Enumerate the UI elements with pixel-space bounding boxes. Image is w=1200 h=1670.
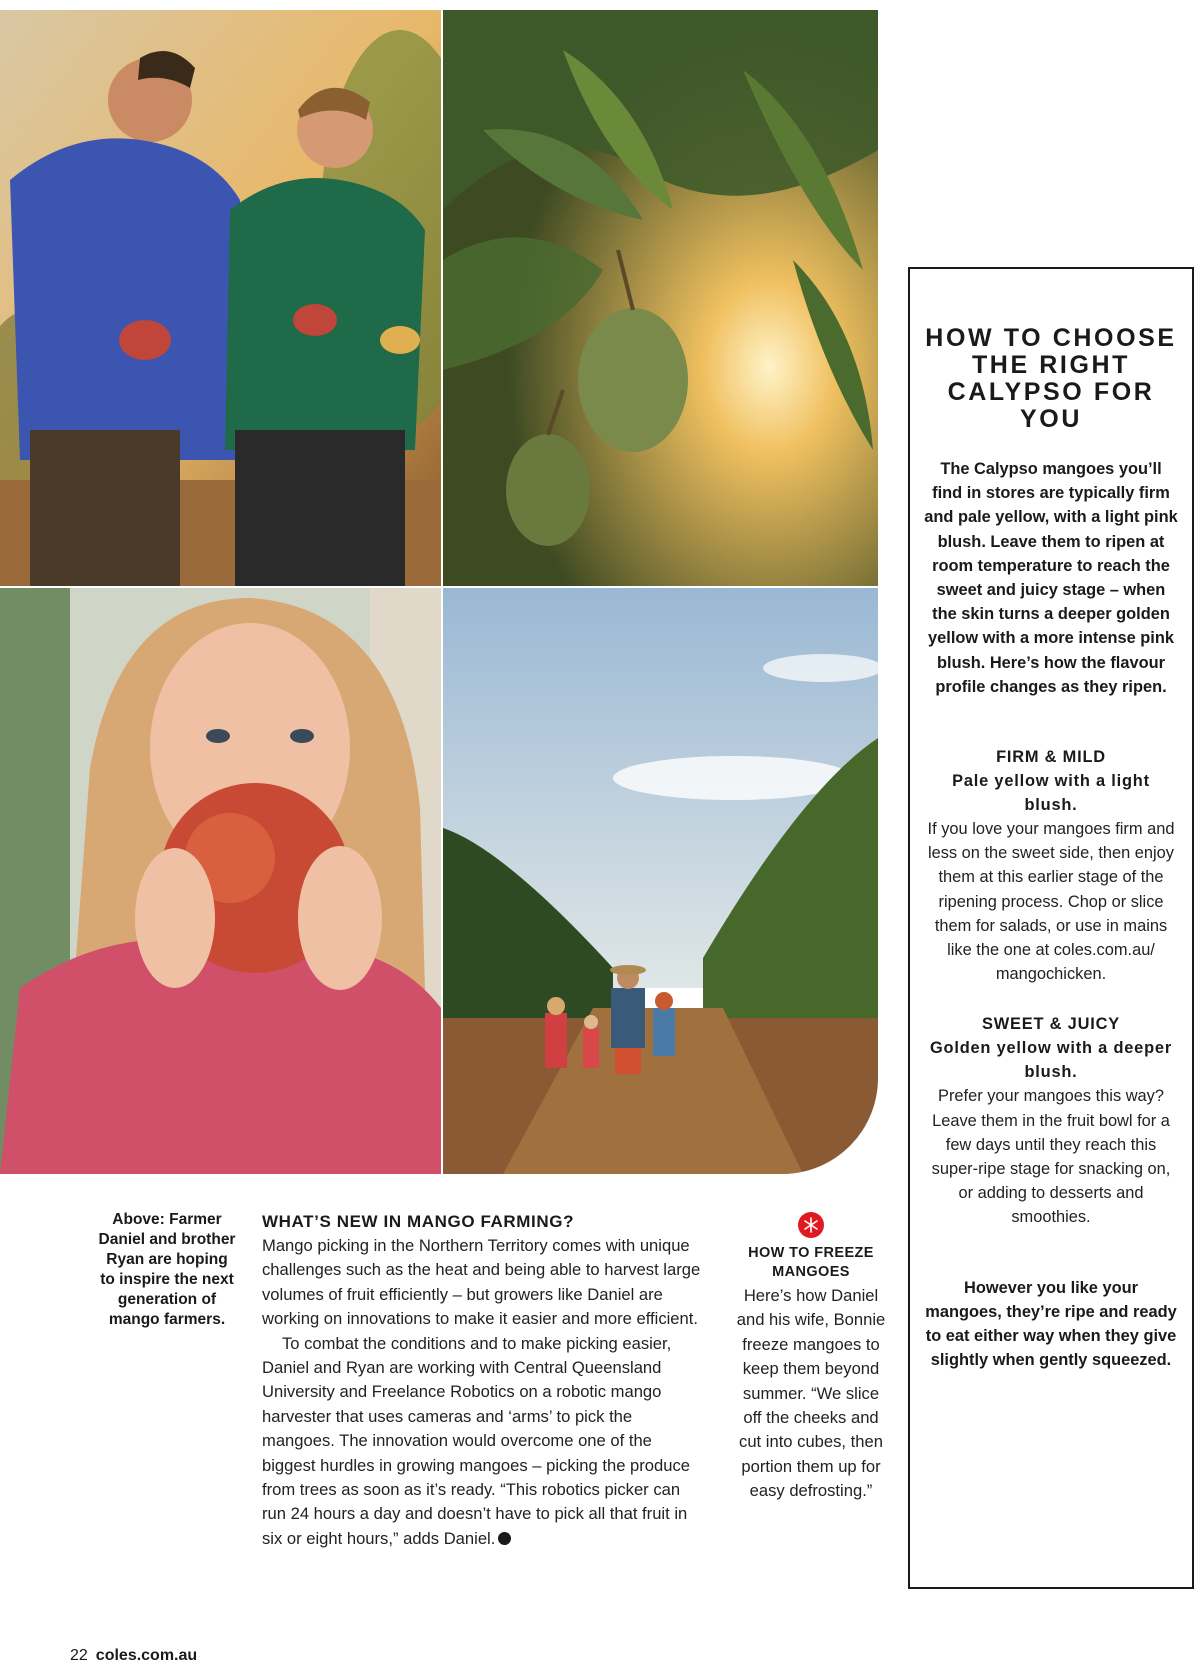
- article-paragraph-2-text: To combat the conditions and to make picking easier, Daniel and Ryan are working with Central Queensland University and Freelance Robotics on a robotic mango harvester that uses cameras and ‘arms’ to pick the mangoes. The innovation would overcome one of the biggest hurdles in growing mangoes – picking the produce from trees as soon as it’s ready. “This robotics picker can run 24 hours a day and doesn’t have to pick all that fruit in six or eight hours,” adds Daniel.: [262, 1333, 691, 1548]
- caption-lead: Above:: [112, 1211, 165, 1228]
- freeze-heading: HOW TO FREEZE MANGOES: [748, 1245, 874, 1280]
- section-body: If you love your mangoes firm and less on the sweet side, then enjoy them at this earlier stage of the ripening process. Chop or slice them for salads, or use in mains like the one at coles.com.au/ mangochicken.: [927, 820, 1175, 984]
- section-firm-mild: [924, 745, 1178, 986]
- section-subheading: Golden yellow with a deeper blush.: [929, 1039, 1172, 1082]
- snowflake-icon: [798, 1212, 824, 1238]
- site-link[interactable]: coles.com.au: [95, 1647, 198, 1664]
- end-of-article-dot: [498, 1532, 511, 1545]
- girl-eating-mango-photo: [0, 588, 441, 1174]
- caption-text: Farmer Daniel and brother Ryan are hoping to inspire the next generation of mango farmers.: [98, 1211, 236, 1328]
- farmers-holding-mangoes-photo: [0, 10, 441, 586]
- photo-caption: [98, 1210, 236, 1330]
- sidebar-outro: However you like your mangoes, they’re ripe and ready to eat either way when they give slightly when gently squeezed.: [925, 1278, 1177, 1370]
- freeze-body: Here’s how Daniel and his wife, Bonnie freeze mangoes to keep them beyond summer. “We slice off the cheeks and cut into cubes, then portion them up for easy defrosting.”: [736, 1286, 886, 1501]
- section-subheading: Pale yellow with a light blush.: [952, 772, 1150, 815]
- sidebar-intro: The Calypso mangoes you’ll find in stores are typically firm and pale yellow, with a light pink blush. Leave them to ripen at room temperature to reach the sweet and juicy stage – when the skin turns a deeper golden yellow with a more intense pink blush. Here’s how the flavour profile changes as they ripen.: [924, 460, 1178, 696]
- article-paragraph-2: [262, 1332, 704, 1552]
- article-heading: WHAT’S NEW IN MANGO FARMING?: [262, 1212, 575, 1231]
- family-walking-in-orchard-photo: [443, 588, 878, 1174]
- freeze-tip: [734, 1212, 888, 1504]
- section-body: Prefer your mangoes this way? Leave them in the fruit bowl for a few days until they reach this super-ripe stage for snacking on, or adding to desserts and smoothies.: [931, 1087, 1171, 1227]
- section-heading: FIRM & MILD: [996, 748, 1106, 767]
- article: [262, 1212, 704, 1551]
- mango-tree-at-sunset-photo: [443, 10, 878, 586]
- sidebar-title: HOW TO CHOOSE THE RIGHT CALYPSO FOR YOU: [925, 324, 1177, 433]
- page-footer: [70, 1647, 197, 1665]
- section-sweet-juicy: [924, 1012, 1178, 1229]
- section-heading: SWEET & JUICY: [982, 1015, 1120, 1034]
- choose-calypso-box: [908, 267, 1194, 1589]
- article-paragraph-1: Mango picking in the Northern Territory comes with unique challenges such as the heat and being able to harvest large volumes of fruit efficiently – but growers like Daniel are working on innovations to make it easier and more efficient.: [262, 1236, 701, 1329]
- page-number: 22: [70, 1647, 88, 1664]
